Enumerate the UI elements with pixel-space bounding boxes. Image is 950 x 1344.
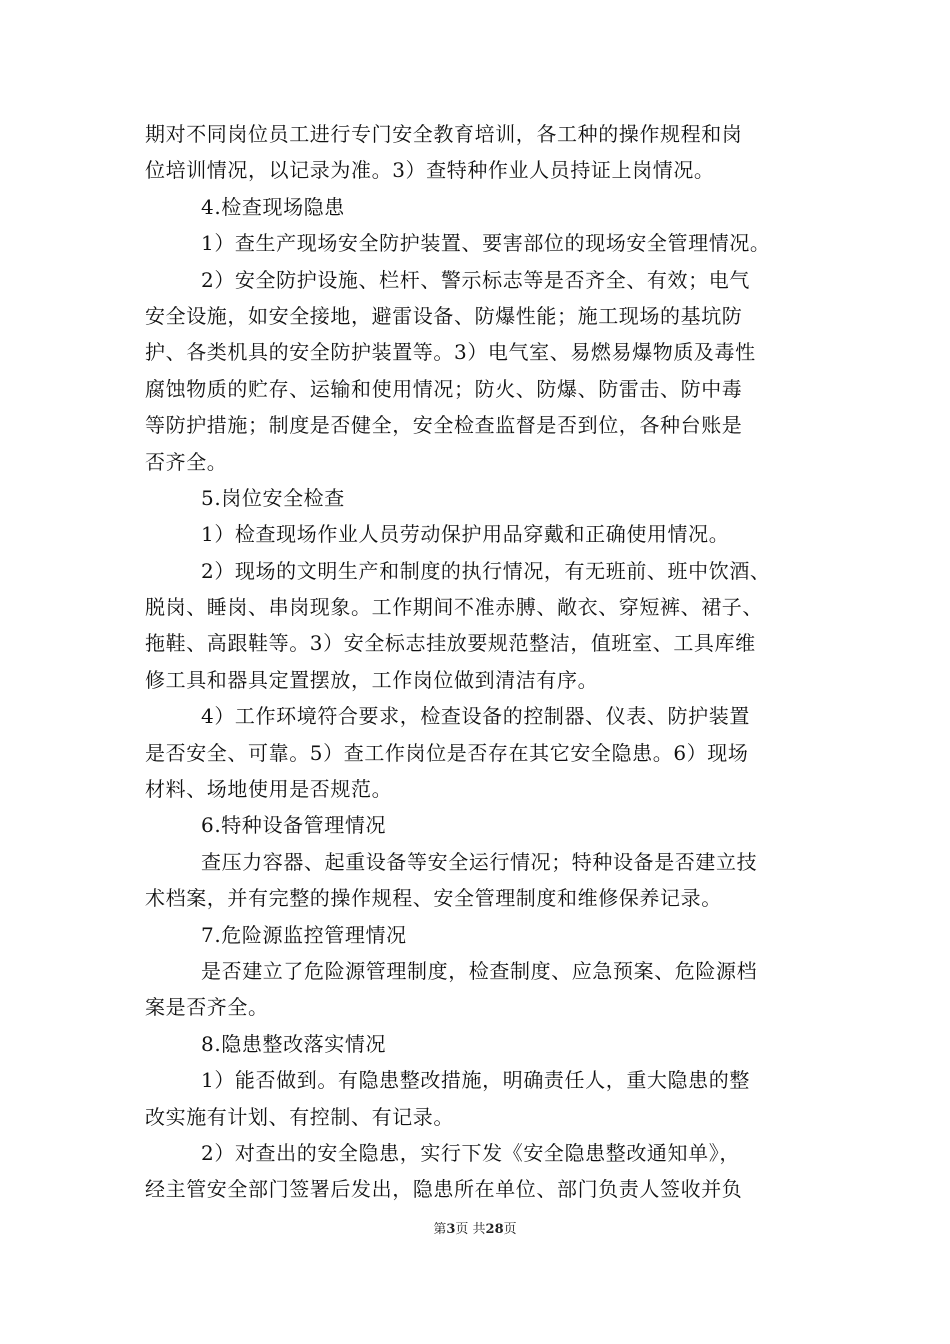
text-line: 术档案，并有完整的操作规程、安全管理制度和维修保养记录。 — [145, 886, 722, 911]
footer-prefix: 第 — [433, 1222, 447, 1237]
text-line: 是否建立了危险源管理制度，检查制度、应急预案、危险源档 — [201, 958, 758, 983]
section-heading: 4.检查现场隐患 — [201, 194, 345, 219]
text-line: 脱岗、睡岗、串岗现象。工作期间不准赤膊、敞衣、穿短裤、裙子、 — [145, 595, 763, 620]
text-line: 经主管安全部门签署后发出，隐患所在单位、部门负责人签收并负 — [145, 1177, 743, 1202]
text-line: 1）查生产现场安全防护装置、要害部位的现场安全管理情况。 — [201, 231, 771, 256]
text-line: 拖鞋、高跟鞋等。3）安全标志挂放要规范整洁，值班室、工具库维 — [145, 631, 756, 656]
text-line: 护、各类机具的安全防护装置等。3）电气室、易燃易爆物质及毒性 — [145, 340, 756, 365]
text-line: 等防护措施；制度是否健全，安全检查监督是否到位，各种台账是 — [145, 413, 743, 438]
footer-page-number: 3 — [446, 1222, 456, 1237]
text-line: 期对不同岗位员工进行专门安全教育培训，各工种的操作规程和岗 — [145, 122, 743, 146]
footer-middle: 页 共 — [455, 1222, 486, 1237]
text-line: 1）检查现场作业人员劳动保护用品穿戴和正确使用情况。 — [201, 522, 730, 547]
text-line: 2）对查出的安全隐患，实行下发《安全隐患整改通知单》， — [201, 1140, 740, 1165]
section-heading: 5.岗位安全检查 — [201, 485, 345, 510]
section-heading: 8.隐患整改落实情况 — [201, 1031, 387, 1056]
text-line: 否齐全。 — [145, 449, 228, 474]
footer-total-pages: 28 — [485, 1222, 504, 1237]
text-line: 改实施有计划、有控制、有记录。 — [145, 1104, 454, 1129]
section-heading: 6.特种设备管理情况 — [201, 813, 387, 838]
text-line: 1）能否做到。有隐患整改措施，明确责任人，重大隐患的整 — [201, 1068, 750, 1093]
text-line: 修工具和器具定置摆放，工作岗位做到清洁有序。 — [145, 667, 599, 692]
text-line: 查压力容器、起重设备等安全运行情况；特种设备是否建立技 — [201, 849, 758, 874]
text-line: 案是否齐全。 — [145, 995, 269, 1020]
text-line: 2）安全防护设施、栏杆、警示标志等是否齐全、有效；电气 — [201, 267, 750, 292]
text-line: 2）现场的文明生产和制度的执行情况，有无班前、班中饮酒、 — [201, 558, 771, 583]
footer-suffix: 页 — [503, 1222, 517, 1237]
text-line: 安全设施，如安全接地，避雷设备、防爆性能；施工现场的基坑防 — [145, 303, 743, 328]
page-footer — [0, 1218, 950, 1237]
body-text — [145, 116, 810, 1208]
section-heading: 7.危险源监控管理情况 — [201, 922, 407, 947]
text-line: 是否安全、可靠。5）查工作岗位是否存在其它安全隐患。6）现场 — [145, 740, 749, 765]
text-line: 腐蚀物质的贮存、运输和使用情况；防火、防爆、防雷击、防中毒 — [145, 376, 743, 401]
text-line: 位培训情况，以记录为准。3）查特种作业人员持证上岗情况。 — [145, 158, 715, 183]
text-line: 4）工作环境符合要求，检查设备的控制器、仪表、防护装置 — [201, 704, 750, 729]
text-line: 材料、场地使用是否规范。 — [145, 777, 393, 802]
